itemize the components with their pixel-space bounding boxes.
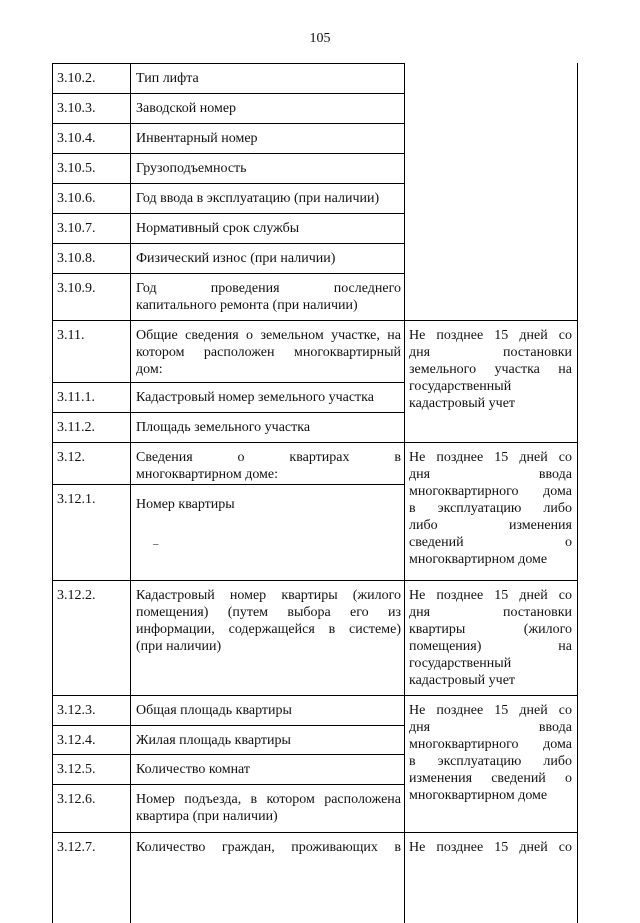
row-line bbox=[52, 273, 405, 274]
row-number: 3.10.2. bbox=[57, 71, 96, 86]
row-line bbox=[52, 183, 405, 184]
row-line bbox=[52, 213, 405, 214]
row-name-line: Номер подъезда, в котором расположена bbox=[136, 792, 401, 807]
row-line bbox=[52, 412, 405, 413]
row-name-line: Количество граждан, проживающих в bbox=[136, 840, 401, 855]
row-name-line: квартира (при наличии) bbox=[136, 809, 278, 824]
term-line: Не позднее 15 дней со bbox=[409, 450, 572, 465]
term-line: в эксплуатацию либо bbox=[409, 501, 572, 516]
row-name-line: Кадастровый номер квартиры (жилого bbox=[136, 588, 401, 603]
row-number: 3.10.9. bbox=[57, 281, 96, 296]
row-number: 3.12.6. bbox=[57, 792, 96, 807]
row-number: 3.10.6. bbox=[57, 191, 96, 206]
row-line bbox=[52, 784, 405, 785]
row-name: Номер квартиры bbox=[136, 497, 235, 512]
term-line: Не позднее 15 дней со bbox=[409, 328, 572, 343]
row-name: Заводской номер bbox=[136, 101, 237, 116]
row-line bbox=[52, 63, 405, 64]
term-line: сведений о bbox=[409, 535, 572, 550]
term-line: государственный bbox=[409, 379, 512, 394]
row-name-line: Сведения о квартирах в bbox=[136, 450, 401, 465]
row-number: 3.12.5. bbox=[57, 762, 96, 777]
table-border-left bbox=[52, 63, 53, 923]
term-line: квартиры (жилого bbox=[409, 622, 572, 637]
table-divider-1 bbox=[130, 63, 131, 923]
term-line: государственный bbox=[409, 656, 512, 671]
row-name: Грузоподъемность bbox=[136, 161, 247, 176]
row-name-line: котором расположен многоквартирный bbox=[136, 345, 401, 360]
row-name-line: дом: bbox=[136, 362, 163, 377]
term-line: Не позднее 15 дней со bbox=[409, 703, 572, 718]
term-line: земельного участка на bbox=[409, 362, 572, 377]
row-name-line: информации, содержащейся в системе) bbox=[136, 622, 401, 637]
row-name-line: Год проведения последнего bbox=[136, 281, 401, 296]
term-line: кадастровый учет bbox=[409, 396, 516, 411]
row-name: Инвентарный номер bbox=[136, 131, 258, 146]
term-line: многоквартирном доме bbox=[409, 552, 548, 567]
row-name: Площадь земельного участка bbox=[136, 420, 311, 435]
term-line: многоквартирном доме bbox=[409, 788, 548, 803]
term-line: Не позднее 15 дней со bbox=[409, 840, 572, 855]
row-number: 3.12.7. bbox=[57, 840, 96, 855]
row-name-line: Общие сведения о земельном участке, на bbox=[136, 328, 401, 343]
row-name-line: помещения) (путем выбора его из bbox=[136, 605, 401, 620]
row-number: 3.10.4. bbox=[57, 131, 96, 146]
row-number: 3.10.7. bbox=[57, 221, 96, 236]
row-name-line: многоквартирном доме: bbox=[136, 467, 279, 482]
table-divider-2 bbox=[404, 63, 405, 923]
term-line: дня постановки bbox=[409, 605, 572, 620]
row-name: Год ввода в эксплуатацию (при наличии) bbox=[136, 191, 380, 206]
row-name: Нормативный срок службы bbox=[136, 221, 300, 236]
row-line bbox=[52, 243, 405, 244]
term-line: либо изменения bbox=[409, 518, 572, 533]
row-name: Физический износ (при наличии) bbox=[136, 251, 336, 266]
row-line bbox=[52, 123, 405, 124]
row-line bbox=[52, 382, 405, 383]
row-line bbox=[52, 695, 578, 696]
term-line: кадастровый учет bbox=[409, 673, 516, 688]
row-line bbox=[52, 832, 578, 833]
row-number: 3.11.1. bbox=[57, 390, 95, 405]
row-number: 3.11.2. bbox=[57, 420, 95, 435]
term-line: в эксплуатацию либо bbox=[409, 754, 572, 769]
row-line bbox=[52, 580, 578, 581]
term-line: помещения) на bbox=[409, 639, 572, 654]
row-line bbox=[52, 93, 405, 94]
dash-mark: – bbox=[153, 538, 159, 550]
row-number: 3.12.1. bbox=[57, 492, 96, 507]
row-number: 3.12.2. bbox=[57, 588, 96, 603]
row-name: Тип лифта bbox=[136, 71, 199, 86]
row-name-line: капитального ремонта (при наличии) bbox=[136, 298, 358, 313]
row-number: 3.10.3. bbox=[57, 101, 96, 116]
term-line: многоквартирного дома bbox=[409, 484, 572, 499]
row-name: Жилая площадь квартиры bbox=[136, 733, 291, 748]
term-line: дня постановки bbox=[409, 345, 572, 360]
table-border-right bbox=[577, 63, 578, 923]
row-number: 3.10.8. bbox=[57, 251, 96, 266]
row-line bbox=[52, 153, 405, 154]
row-line bbox=[52, 442, 578, 443]
page-number: 105 bbox=[309, 31, 331, 46]
row-name: Количество комнат bbox=[136, 762, 251, 777]
row-number: 3.11. bbox=[57, 328, 85, 343]
row-number: 3.12.3. bbox=[57, 703, 96, 718]
row-name: Кадастровый номер земельного участка bbox=[136, 390, 374, 405]
row-name-line: (при наличии) bbox=[136, 639, 222, 654]
row-name: Общая площадь квартиры bbox=[136, 703, 292, 718]
term-line: Не позднее 15 дней со bbox=[409, 588, 572, 603]
row-line bbox=[52, 320, 578, 321]
row-line bbox=[52, 754, 405, 755]
row-number: 3.12. bbox=[57, 450, 85, 465]
row-number: 3.10.5. bbox=[57, 161, 96, 176]
term-line: дня ввода bbox=[409, 720, 572, 735]
term-line: изменения сведений о bbox=[409, 771, 572, 786]
row-line bbox=[52, 484, 405, 485]
row-number: 3.12.4. bbox=[57, 733, 96, 748]
term-line: многоквартирного дома bbox=[409, 737, 572, 752]
term-line: дня ввода bbox=[409, 467, 572, 482]
row-line bbox=[52, 725, 405, 726]
